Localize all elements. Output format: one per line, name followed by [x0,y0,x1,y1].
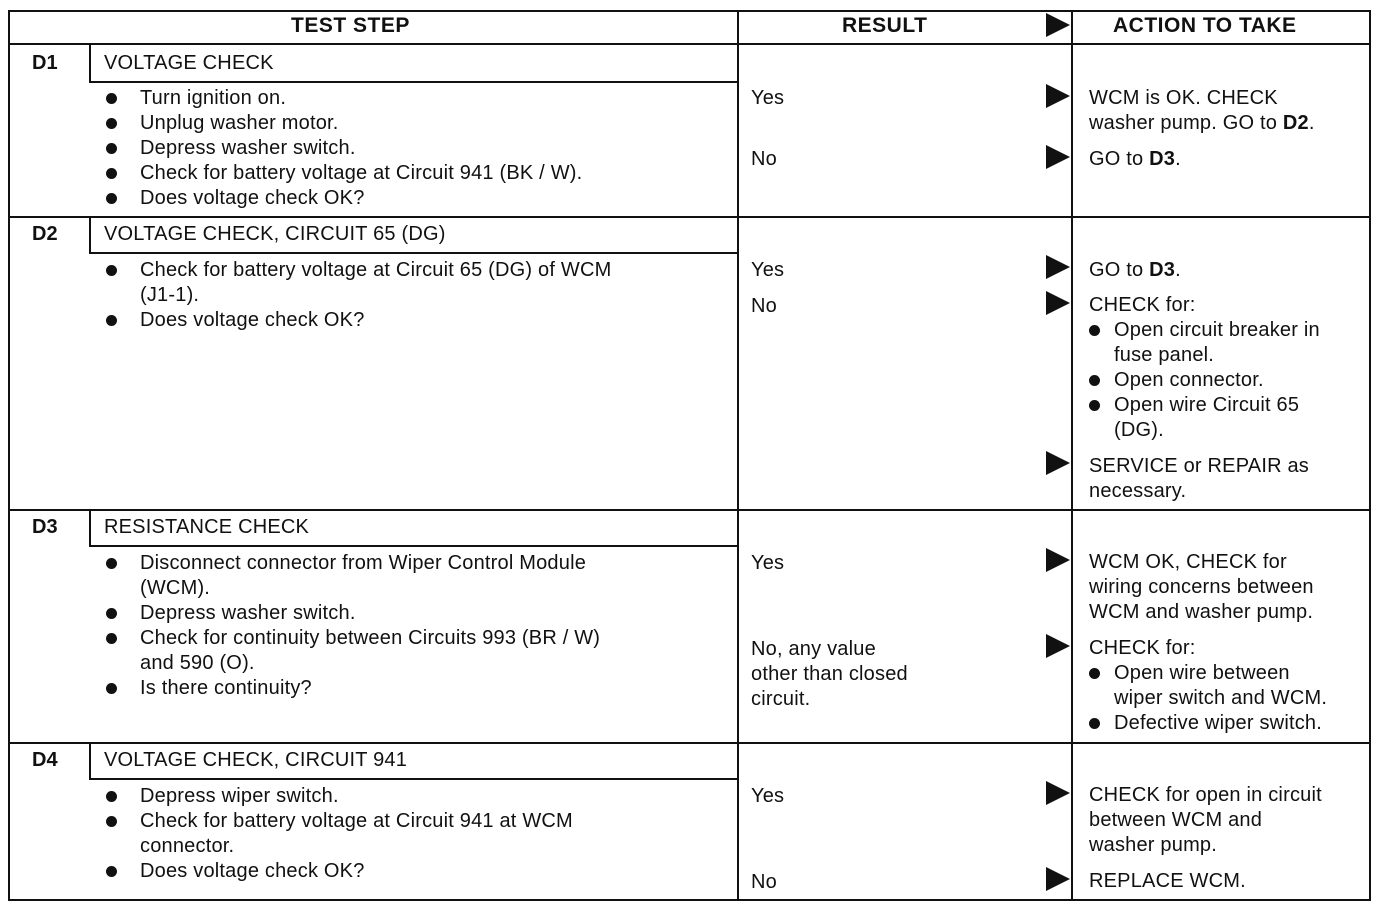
result-no: No [751,148,777,170]
bullet-text: Unplug washer motor. [140,112,339,134]
col-divider-result [737,10,739,901]
bullet-icon [106,93,117,104]
title-divider [89,545,737,547]
bullet-text: Disconnect connector from Wiper Control Module [140,552,587,574]
bullet-icon [106,866,117,877]
header-test-step: TEST STEP [291,14,410,37]
action-bullet: Open circuit breaker in [1114,319,1320,341]
bullet-text: Check for battery voltage at Circuit 941 (BK / W). [140,162,583,184]
action-text: necessary. [1089,480,1187,502]
bullet-text: Check for battery voltage at Circuit 65 (DG) of WCM [140,259,612,281]
action-text: GO to D3. [1089,148,1181,170]
bullet-icon [106,193,117,204]
arrow-icon [1046,634,1070,658]
bullet-text: Does voltage check OK? [140,309,365,331]
result-yes: Yes [751,259,785,281]
action-bullet: Open connector. [1114,369,1264,391]
bullet-text: Check for battery voltage at Circuit 941 at WCM [140,810,573,832]
bullet-icon [106,816,117,827]
col-divider-action [1071,10,1073,901]
action-text: CHECK for open in circuit [1089,784,1322,806]
step-title: VOLTAGE CHECK, CIRCUIT 941 [104,749,408,771]
col-divider-step-id [89,217,91,253]
result-yes: Yes [751,552,785,574]
arrow-icon [1046,548,1070,572]
step-number: D4 [32,749,58,771]
bullet-icon [106,315,117,326]
bullet-icon [1089,400,1100,411]
action-text: WCM OK, CHECK for [1089,551,1287,573]
bullet-text: Check for continuity between Circuits 993 (BR / W) [140,627,601,649]
action-text: wiring concerns between [1089,576,1314,598]
step-title: VOLTAGE CHECK, CIRCUIT 65 (DG) [104,223,446,245]
action-text: between WCM and [1089,809,1263,831]
bullet-icon [106,791,117,802]
bullet-icon [106,168,117,179]
bullet-text: (J1-1). [140,284,200,306]
action-heading: CHECK for: [1089,637,1196,659]
bullet-icon [106,143,117,154]
result-yes: Yes [751,785,785,807]
bullet-icon [106,265,117,276]
action-bullet: Open wire Circuit 65 [1114,394,1300,416]
result-no: No [751,871,777,893]
bullet-text: (WCM). [140,577,211,599]
bullet-icon [106,683,117,694]
step-ref: D3 [1149,259,1176,281]
bullet-icon [106,118,117,129]
result-yes: Yes [751,87,785,109]
step-number: D3 [32,516,58,538]
bullet-text: Depress washer switch. [140,137,356,159]
result-no: No [751,295,777,317]
row-divider [8,742,1371,744]
bullet-icon [1089,668,1100,679]
bullet-icon [1089,325,1100,336]
action-text: SERVICE or REPAIR as [1089,455,1309,477]
arrow-icon [1046,781,1070,805]
col-divider-step-id [89,743,91,779]
result-no: other than closed [751,663,908,685]
result-no: circuit. [751,688,811,710]
step-number: D1 [32,52,58,74]
action-bullet: fuse panel. [1114,344,1215,366]
bullet-icon [1089,375,1100,386]
action-text: GO to D3. [1089,259,1181,281]
bullet-text: Does voltage check OK? [140,187,365,209]
action-bullet: wiper switch and WCM. [1114,687,1328,709]
action-text: WCM is OK. CHECK [1089,87,1278,109]
arrow-icon [1046,291,1070,315]
step-title: RESISTANCE CHECK [104,516,310,538]
step-ref: D3 [1149,148,1176,170]
bullet-icon [106,608,117,619]
arrow-icon [1046,451,1070,475]
header-divider [8,43,1371,45]
row-divider [8,509,1371,511]
action-bullet: Defective wiper switch. [1114,712,1322,734]
action-text: WCM and washer pump. [1089,601,1314,623]
result-no: No, any value [751,638,876,660]
bullet-icon [106,633,117,644]
step-ref: D2 [1282,112,1309,134]
action-text: washer pump. [1089,834,1218,856]
title-divider [89,81,737,83]
bullet-icon [1089,718,1100,729]
action-text: washer pump. GO to D2. [1089,112,1315,134]
col-divider-step-id [89,510,91,546]
title-divider [89,252,737,254]
header-arrow-icon [1046,13,1070,37]
bullet-text: Is there continuity? [140,677,312,699]
arrow-icon [1046,145,1070,169]
bullet-text: Does voltage check OK? [140,860,365,882]
title-divider [89,778,737,780]
header-action: ACTION TO TAKE [1113,14,1297,37]
bullet-text: connector. [140,835,235,857]
arrow-icon [1046,255,1070,279]
row-divider [8,216,1371,218]
step-number: D2 [32,223,58,245]
bullet-text: Depress wiper switch. [140,785,339,807]
action-heading: CHECK for: [1089,294,1196,316]
bullet-icon [106,558,117,569]
arrow-icon [1046,867,1070,891]
col-divider-step-id [89,44,91,82]
action-text: REPLACE WCM. [1089,870,1246,892]
bullet-text: and 590 (O). [140,652,255,674]
bullet-text: Turn ignition on. [140,87,287,109]
bullet-text: Depress washer switch. [140,602,356,624]
arrow-icon [1046,84,1070,108]
step-title: VOLTAGE CHECK [104,52,274,74]
action-bullet: (DG). [1114,419,1164,441]
action-bullet: Open wire between [1114,662,1290,684]
header-result: RESULT [842,14,928,37]
